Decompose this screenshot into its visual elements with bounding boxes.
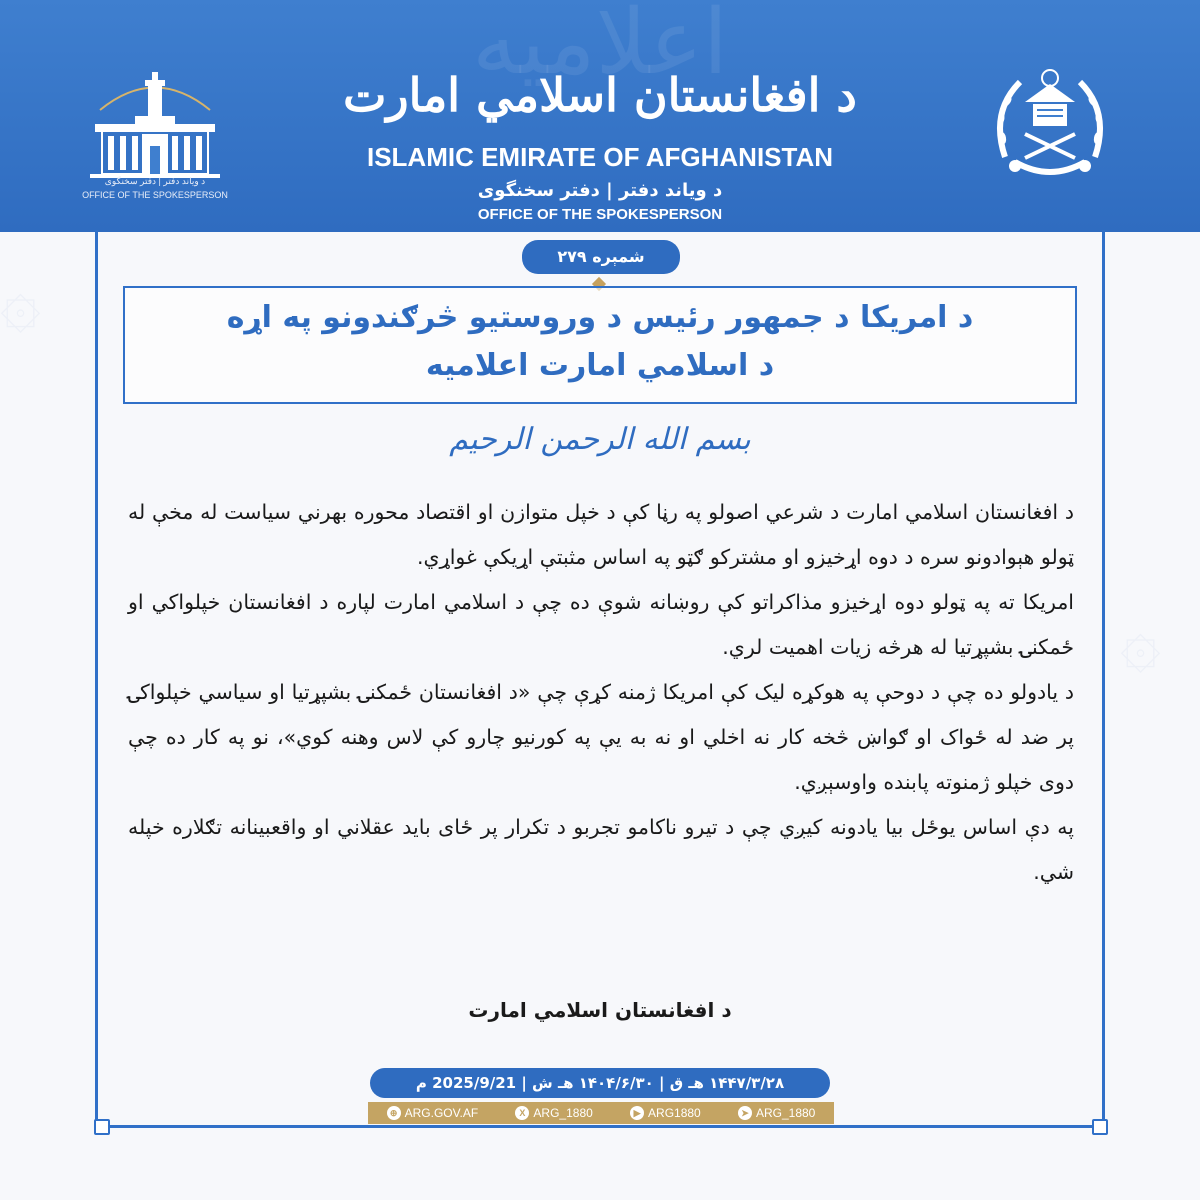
statement-body [128, 490, 1074, 895]
frame-corner [94, 1119, 110, 1135]
presidential-palace-logo [80, 70, 230, 210]
header-banner [0, 0, 1200, 232]
statement-title-box [123, 286, 1077, 404]
background-calligraphy-pattern: ۞ [0, 260, 42, 342]
office-english: OFFICE OF THE SPOKESPERSON [477, 206, 723, 223]
website-label: ARG.GOV.AF [404, 1106, 479, 1120]
emirate-emblem-icon [985, 62, 1115, 190]
paragraph: په دې اساس یوځل بیا یادونه کیږي چې د تیرو ناکامو تجربو د تکرار پر ځای باید عقلاني او واقعبینانه تګلاره خپله شي. [128, 815, 1074, 884]
title-english: ISLAMIC EMIRATE OF AFGHANISTAN [366, 142, 834, 172]
social-links-bar [368, 1102, 834, 1124]
basmala-calligraphy: بسم الله الرحمن الرحیم [449, 422, 751, 457]
youtube-label: ARG1880 [648, 1106, 701, 1120]
telegram-link[interactable] [738, 1106, 815, 1120]
office-arabic: د ویاند دفتر | دفتر سخنگوی [477, 180, 723, 201]
left-logo-caption: OFFICE OF THE SPOKESPERSON [82, 190, 228, 200]
telegram-label: ARG_1880 [755, 1106, 816, 1120]
title-arabic: د افغانستان اسلامي امارت [343, 68, 857, 122]
paragraph: د یادولو ده چې د دوحې په هوکړه لیک کې امریکا ژمنه کړې چې «د افغانستان ځمکنۍ بشپړتیا او سیاسي خپلواکۍ پر ضد له ځواک او ګواښ څخه کار نه اخلي او نه به یې په کورنیو چارو کې لاس وهنه کوي»، نو په کار ده چې دوی خپلو ژمنوته پابنده واوسېږي. [128, 680, 1074, 794]
background-calligraphy-pattern: ۞ [1120, 600, 1162, 682]
date-badge: ۱۴۴۷/۳/۲۸ هـ ق | ۱۴۰۴/۶/۳۰ هـ ش | 2025/9/21 م [370, 1068, 830, 1098]
x-link[interactable] [515, 1106, 592, 1120]
statement-title-line2: د اسلامي امارت اعلامیه [425, 348, 775, 383]
frame-corner [1092, 1119, 1108, 1135]
youtube-icon: ▶ [630, 1106, 644, 1120]
statement-number-badge: شمېره ۲۷۹ [522, 240, 680, 274]
left-logo-caption-ar: د ویاند دفتر | دفتر سخنگوی [104, 176, 206, 186]
paragraph: د افغانستان اسلامي امارت د شرعي اصولو په رڼا کې د خپل متوازن او اقتصاد محوره بهرني سیاست له مخې له ټولو هېوادونو سره د دوه اړخیزو او مشترکو ګټو په اساس مثبتې اړیکې غواړي. [128, 500, 1074, 569]
website-link[interactable] [387, 1106, 479, 1120]
telegram-icon: ➤ [738, 1106, 752, 1120]
signature: د افغانستان اسلامي امارت [468, 998, 732, 1022]
paragraph: امریکا ته په ټولو دوه اړخیزو مذاکراتو کې روښانه شوې ده چې د اسلامي امارت لپاره د افغانستان خپلواکي او ځمکنۍ بشپړتیا له هرڅه زیات اهمیت لري. [128, 590, 1074, 659]
header-watermark: اعلامیه [471, 0, 729, 95]
x-icon: X [515, 1106, 529, 1120]
statement-title-line1: د امریکا د جمهور رئیس د وروستیو څرګندونو په اړه [226, 300, 974, 335]
youtube-link[interactable] [630, 1106, 701, 1120]
x-handle-label: ARG_1880 [533, 1106, 593, 1120]
globe-icon: ⊕ [387, 1106, 401, 1120]
